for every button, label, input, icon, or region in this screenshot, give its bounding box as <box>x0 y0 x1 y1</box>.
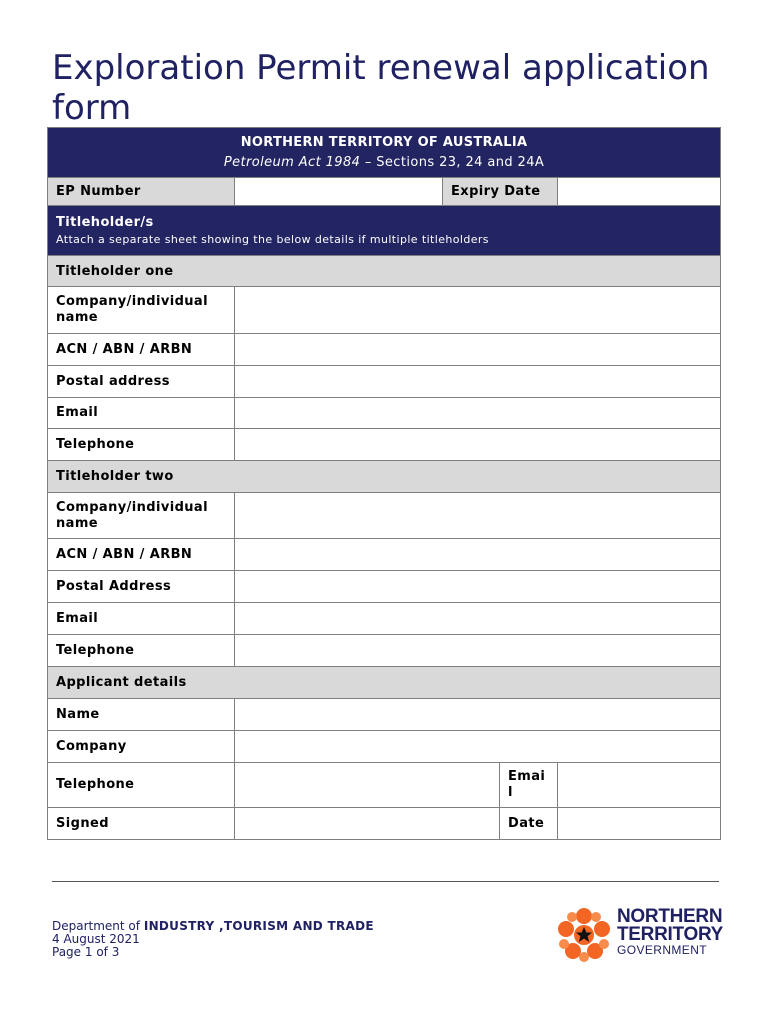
applicant-heading: Applicant details <box>48 667 721 699</box>
t2-postal-label: Postal Address <box>48 571 235 603</box>
nt-government-logo <box>555 905 725 965</box>
flower-icon <box>555 905 617 965</box>
t1-company-label: Company/individual name <box>48 287 235 334</box>
footer-department: Department of INDUSTRY ,TOURISM AND TRADE <box>52 919 374 933</box>
logo-line-1: NORTHERN <box>617 906 723 927</box>
logo-line-2: TERRITORY <box>617 924 724 945</box>
applicant-signed-label: Signed <box>48 808 235 840</box>
logo-line-3: GOVERNMENT <box>617 943 708 957</box>
t1-acn-label: ACN / ABN / ARBN <box>48 334 235 366</box>
footer-page-number: Page 1 of 3 <box>52 945 120 959</box>
t2-postal-field[interactable] <box>235 571 721 603</box>
ep-number-field[interactable] <box>235 178 443 206</box>
titleholder-two-heading-row <box>48 461 721 493</box>
applicant-date-field[interactable] <box>558 808 721 840</box>
t2-email-label: Email <box>48 603 235 635</box>
t1-email-field[interactable] <box>235 398 721 429</box>
ep-row <box>48 178 721 206</box>
t2-telephone-field[interactable] <box>235 635 721 667</box>
t2-acn-field[interactable] <box>235 539 721 571</box>
act-reference: Petroleum Act 1984 – Sections 23, 24 and 24A <box>223 154 545 170</box>
applicant-name-label: Name <box>48 699 235 731</box>
applicant-company-label: Company <box>48 731 235 763</box>
page-title: Exploration Permit renewal application form <box>52 48 710 128</box>
applicant-signed-field[interactable] <box>235 808 500 840</box>
t1-company-field[interactable] <box>235 287 721 334</box>
applicant-company-field[interactable] <box>235 731 721 763</box>
expiry-date-label: Expiry Date <box>443 178 558 206</box>
titleholder-two-heading: Titleholder two <box>48 461 721 493</box>
titleholders-heading: Titleholder/s <box>56 214 154 230</box>
footer-divider <box>52 881 719 882</box>
applicant-heading-row <box>48 667 721 699</box>
footer-date: 4 August 2021 <box>52 932 140 946</box>
t1-acn-field[interactable] <box>235 334 721 366</box>
t1-email-label: Email <box>48 398 235 429</box>
applicant-telephone-field[interactable] <box>235 763 500 808</box>
t1-postal-field[interactable] <box>235 366 721 398</box>
t2-company-field[interactable] <box>235 493 721 539</box>
t1-telephone-label: Telephone <box>48 429 235 461</box>
applicant-email-field[interactable] <box>558 763 721 808</box>
t2-email-field[interactable] <box>235 603 721 635</box>
t1-postal-label: Postal address <box>48 366 235 398</box>
ep-number-label: EP Number <box>48 178 235 206</box>
applicant-telephone-label: Telephone <box>48 763 235 808</box>
t2-company-label: Company/individual name <box>48 493 235 539</box>
titleholders-note: Attach a separate sheet showing the below details if multiple titleholders <box>56 232 489 246</box>
application-form-table <box>47 127 721 840</box>
titleholder-one-heading: Titleholder one <box>48 256 721 287</box>
applicant-date-label: Date <box>500 808 558 840</box>
titleholders-section <box>48 206 721 256</box>
footer <box>52 920 374 959</box>
t2-acn-label: ACN / ABN / ARBN <box>48 539 235 571</box>
form-header <box>48 128 721 178</box>
titleholder-one-heading-row <box>48 256 721 287</box>
t1-telephone-field[interactable] <box>235 429 721 461</box>
expiry-date-field[interactable] <box>558 178 721 206</box>
applicant-name-field[interactable] <box>235 699 721 731</box>
jurisdiction-heading: NORTHERN TERRITORY OF AUSTRALIA <box>240 134 528 150</box>
t2-telephone-label: Telephone <box>48 635 235 667</box>
applicant-email-label: Email <box>500 763 558 808</box>
